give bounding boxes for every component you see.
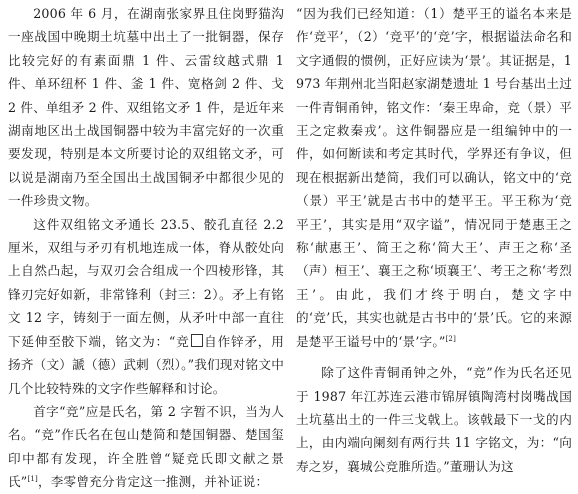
paragraph-text: 自作锌矛，用扬齐（文）謕（德）武剌（烈）。”我们现对铭文中几个比较特殊的文字作些解释和讨论。 bbox=[8, 333, 284, 396]
unknown-character-box bbox=[191, 334, 203, 347]
paragraph-quotation bbox=[296, 2, 572, 353]
paragraph-discovery bbox=[8, 2, 284, 213]
footnote-ref[interactable]: [1] bbox=[27, 474, 38, 483]
left-column bbox=[8, 2, 284, 490]
paragraph-text: “因为我们已经知道：（1）楚平王的谥名本来是作‘竞平’，（2）‘竞平’的‘竞’字，根据谥法命名和文字通假的惯例，正好应读为‘景’。其证据是，1973 年荆州北当阳赵家湖楚遗址 1 号台基出土过一件青铜甬钟，铭文作：‘秦王卑命，竞（景）平王之定救秦戎’。这件铜器应是一组编钟中的一件，如何断读和考定其时代，学界还有争议，但现在根据新出楚简，我们可以确认，铭文中的‘竞（景）平王’就是古书中的楚平王。平王称为‘竞平王’，其实是用“双字谥”，情况同于楚惠王之称‘献惠王’、简王之称‘简大王’、声王之称‘圣（声）桓王’、襄王之称‘顷襄王’、考王之称‘考烈王’。由此，我们才终于明白，楚文字中的‘竞’氏，其实也就是古书中的‘景’氏。它的来源是楚平王谥号中的‘景’字。” bbox=[296, 6, 572, 349]
paragraph-text: 这件双组铭文矛通长 23.5、骹孔直径 2.2 厘米，双组与矛刃有机地连成一体，脊从骹处向上自然凸起，与双刃会合组成一个四棱形锋，其锋刃完好如新，非常锋利（封三：2）。矛上有铭文 12 字，铸刻于一面左侧，从矛叶中部一直往下延伸至骹下端，铭文为：“竞 bbox=[8, 216, 284, 349]
paragraph-text: ，李零曾充分肯定这一推测，并补证说： bbox=[37, 474, 269, 490]
paragraph-first-character bbox=[8, 400, 284, 494]
paragraph-text: 除了这件青铜甬钟之外，“竞”作为氏名还见于 1987 年江苏连云港市锦屏镇陶湾村岗嘴战国土坑墓出土的一件三戈戟上。该戟最下一戈的内上，由内端向阑刻有两行共 11 字铭文，为：“向寿之岁，襄城公竞脽所造。”董珊认为这 bbox=[296, 365, 572, 474]
right-column bbox=[296, 2, 572, 474]
footnote-ref[interactable]: [2] bbox=[445, 334, 456, 343]
paragraph-spear-description bbox=[8, 213, 284, 400]
paragraph-text: 2006 年 6 月，在湖南张家界且住岗野猫沟一座战国中晚期土坑墓中出土了一批铜器，保存比较完好的有素面鼎 1 件、云雷纹越式鼎 1 件、单环纽杯 1 件、釜 1 件、宽格剑 2 件、戈 2 件、单组矛 2 件、双组铭文矛 1 件，是近年来湖南地区出土战国铜器中较为丰富完好的一次重要发现，特别是本文所要讨论的双组铭文矛，可以说是湖南乃至全国出土战国铜矛中都很少见的一件珍贵文物。 bbox=[8, 6, 284, 209]
paragraph-other-examples bbox=[296, 361, 572, 478]
paragraph-text: 首字“竞”应是氏名，第 2 字暂不识，当为人名。“竞”作氏名在包山楚简和楚国铜器、楚国玺印中都有发现，许全胜曾“疑竞氏即文献之景氏” bbox=[8, 403, 284, 490]
